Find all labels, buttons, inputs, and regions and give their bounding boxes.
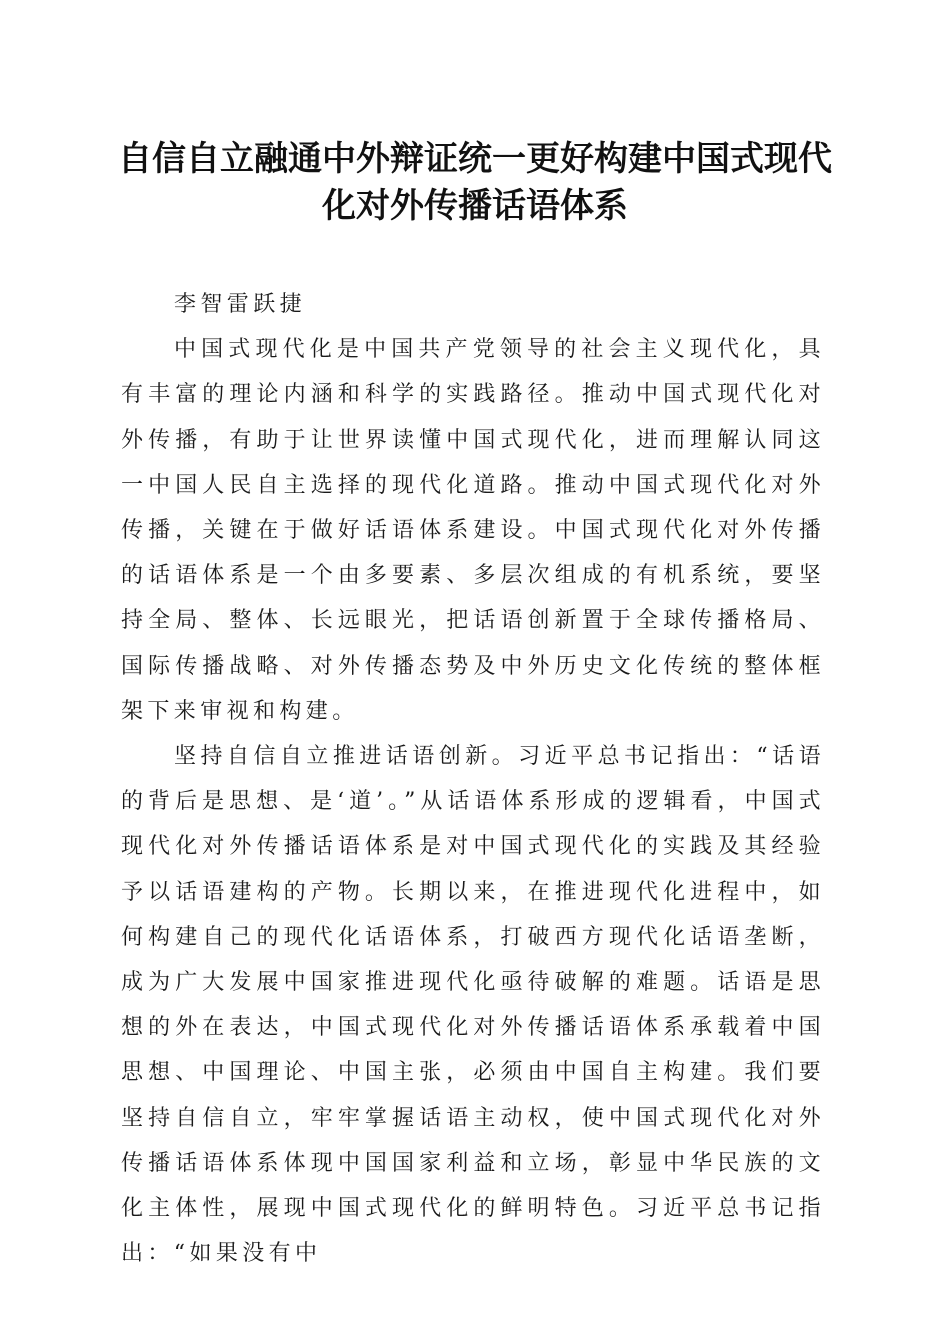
article-title: 自信自立融通中外辩证统一更好构建中国式现代化对外传播话语体系 bbox=[118, 139, 832, 226]
paragraph-self-confidence: 坚持自信自立推进话语创新。习近平总书记指出：“话语的背后是思想、是‘道’。”从话语体系形成的逻辑看，中国式现代化对外传播话语体系是对中国式现代化的实践及其经验予以话语建构的产物。长期以来，在推进现代化进程中，如何构建自己的现代化话语体系，打破西方现代化话语垄断，成为广大发展中国家推进现代化亟待破解的难题。话语是思想的外在表达，中国式现代化对外传播话语体系承载着中国思想、中国理论、中国主张，必须由中国自主构建。我们要坚持自信自立，牢牢掌握话语主动权，使中国式现代化对外传播话语体系体现中国国家利益和立场，彰显中华民族的文化主体性，展现中国式现代化的鲜明特色。习近平总书记指出：“如果没有中 bbox=[121, 744, 825, 1267]
author-line: 李智雷跃捷 bbox=[174, 292, 307, 317]
article-body bbox=[121, 282, 825, 1276]
paragraph-intro: 中国式现代化是中国共产党领导的社会主义现代化，具有丰富的理论内涵和科学的实践路径。推动中国式现代化对外传播，有助于让世界读懂中国式现代化，进而理解认同这一中国人民自主选择的现代化道路。推动中国式现代化对外传播，关键在于做好话语体系建设。中国式现代化对外传播的话语体系是一个由多要素、多层次组成的有机系统，要坚持全局、整体、长远眼光，把话语创新置于全球传播格局、国际传播战略、对外传播态势及中外历史文化传统的整体框架下来审视和构建。 bbox=[121, 337, 825, 724]
